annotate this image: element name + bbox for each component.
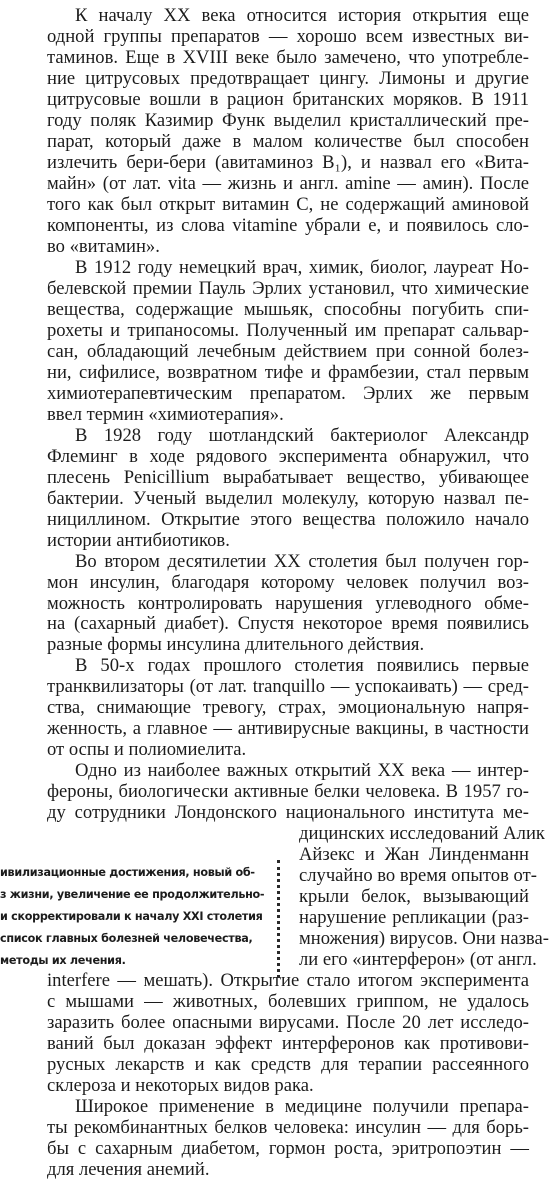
text-line: женность, а главное — антивирусные вакцины, в частности xyxy=(47,718,529,739)
text-line: склероза и некоторых видов рака. xyxy=(47,1075,314,1096)
text-line: на (сахарный диабет). Спустя некоторое время появились xyxy=(47,613,529,634)
text-line: истории антибиотиков. xyxy=(47,530,230,551)
text-line: русных лекарств и как средств для терапии рассеянного xyxy=(47,1054,529,1075)
text-line: году поляк Казимир Функ выделил кристаллический пре- xyxy=(47,110,529,131)
text-line: излечить бери-бери (авитаминоз B₁), и назвал его «Вита- xyxy=(47,152,529,173)
text-line: В 1928 году шотландский бактериолог Александр xyxy=(75,425,529,446)
text-line: одной группы препаратов — хорошо всем известных ви- xyxy=(47,26,529,47)
text-line: ства, снимающие тревогу, страх, эмоциональную напря- xyxy=(47,697,529,718)
text-line: дицинских исследований Алик xyxy=(299,823,545,844)
text-line: майн» (от лат. vita — жизнь и англ. amine — амин). После xyxy=(47,173,529,194)
text-line: Широкое применение в медицине получили препара- xyxy=(75,1096,529,1117)
sidebar-line: и скорректировали к началу XXI столетия xyxy=(0,910,263,923)
text-line: сан, обладающий лечебным действием при сонной болез- xyxy=(47,341,529,362)
text-line: Одно из наиболее важных открытий XX века — интер- xyxy=(75,760,529,781)
text-line: interfere — мешать). Открытие стало итогом эксперимента xyxy=(47,970,529,991)
text-line: того как был открыт витамин C, не содержащий аминовой xyxy=(47,194,529,215)
text-line: мон инсулин, благодаря которому человек получил воз- xyxy=(47,572,529,593)
text-line: нарушение репликации (раз- xyxy=(299,907,529,928)
text-line: вещества, содержащие мышьяк, способны погубить спи- xyxy=(47,299,529,320)
text-line: Во втором десятилетии XX столетия был получен гор- xyxy=(75,551,529,572)
text-line: бы с сахарным диабетом, гормон роста, эритропоэтин — xyxy=(47,1138,529,1159)
text-line: ни, сифилисе, возвратном тифе и фрамбезии, стал первым xyxy=(47,362,529,383)
sidebar-line: з жизни, увеличение ее продолжительно- xyxy=(0,888,265,901)
text-line: рохеты и трипаносомы. Полученный им препарат сальвар- xyxy=(47,320,529,341)
text-line: Флеминг в ходе рядового эксперимента обнаружил, что xyxy=(47,446,529,467)
text-line: Айзекс и Жан Линденманн xyxy=(299,844,529,865)
text-line: ду сотрудники Лондонского национального института ме- xyxy=(47,802,529,823)
sidebar-line: методы их лечения. xyxy=(0,954,126,967)
text-line: случайно во время опытов от- xyxy=(299,865,537,886)
text-line: плесень Penicillium вырабатывает вещество, убивающее xyxy=(47,467,529,488)
text-line: крыли белок, вызывающий xyxy=(299,886,529,907)
text-line: заразить более опасными вирусами. После 20 лет исследо- xyxy=(47,1012,529,1033)
text-line: ввел термин «химиотерапия». xyxy=(47,404,284,425)
text-line: К началу XX века относится история открытия еще xyxy=(75,5,529,26)
text-line: можность контролировать нарушения углеводного обме- xyxy=(47,593,529,614)
text-line: В 1912 году немецкий врач, химик, биолог, лауреат Но- xyxy=(75,257,529,278)
text-line: с мышами — животных, болевших гриппом, не удалось xyxy=(47,991,529,1012)
sidebar-line: ивилизационные достижения, новый об- xyxy=(0,866,255,879)
sidebar-line: список главных болезней человечества, xyxy=(0,932,253,945)
text-line: ли его «интерферон» (от англ. xyxy=(299,949,537,970)
text-line: во «витамин». xyxy=(47,236,160,257)
text-line: нициллином. Открытие этого вещества положило начало xyxy=(47,509,529,530)
text-line: компоненты, из слова vitamine убрали е, и появилось сло- xyxy=(47,215,529,236)
text-line: В 50-х годах прошлого столетия появились первые xyxy=(75,655,529,676)
text-line: химиотерапевтическим препаратом. Эрлих же первым xyxy=(47,383,529,404)
text-line: бактерии. Ученый выделил молекулу, которую назвал пе- xyxy=(47,488,529,509)
text-line: таминов. Еще в XVIII веке было замечено, что употребле- xyxy=(47,47,529,68)
text-line: для лечения анемий. xyxy=(47,1159,210,1180)
text-line: цитрусовые вошли в рацион британских моряков. В 1911 xyxy=(47,89,529,110)
text-line: разные формы инсулина длительного действия. xyxy=(47,634,425,655)
text-line: множения) вирусов. Они назва- xyxy=(299,928,549,949)
text-line: белевской премии Пауль Эрлих установил, что химические xyxy=(47,278,529,299)
text-line: от оспы и полиомиелита. xyxy=(47,739,247,760)
text-line: ние цитрусовых предотвращает цингу. Лимоны и другие xyxy=(47,68,529,89)
text-line: транквилизаторы (от лат. tranquillo — успокаивать) — сред- xyxy=(47,676,529,697)
text-line: фероны, биологически активные белки человека. В 1957 го- xyxy=(47,781,529,802)
text-line: ваний был доказан эффект интерферонов как противови- xyxy=(47,1033,529,1054)
text-line: парат, который даже в малом количестве был способен xyxy=(47,131,529,152)
text-line: ты рекомбинантных белков человека: инсулин — для борь- xyxy=(47,1117,529,1138)
sidebar-separator xyxy=(277,860,280,978)
